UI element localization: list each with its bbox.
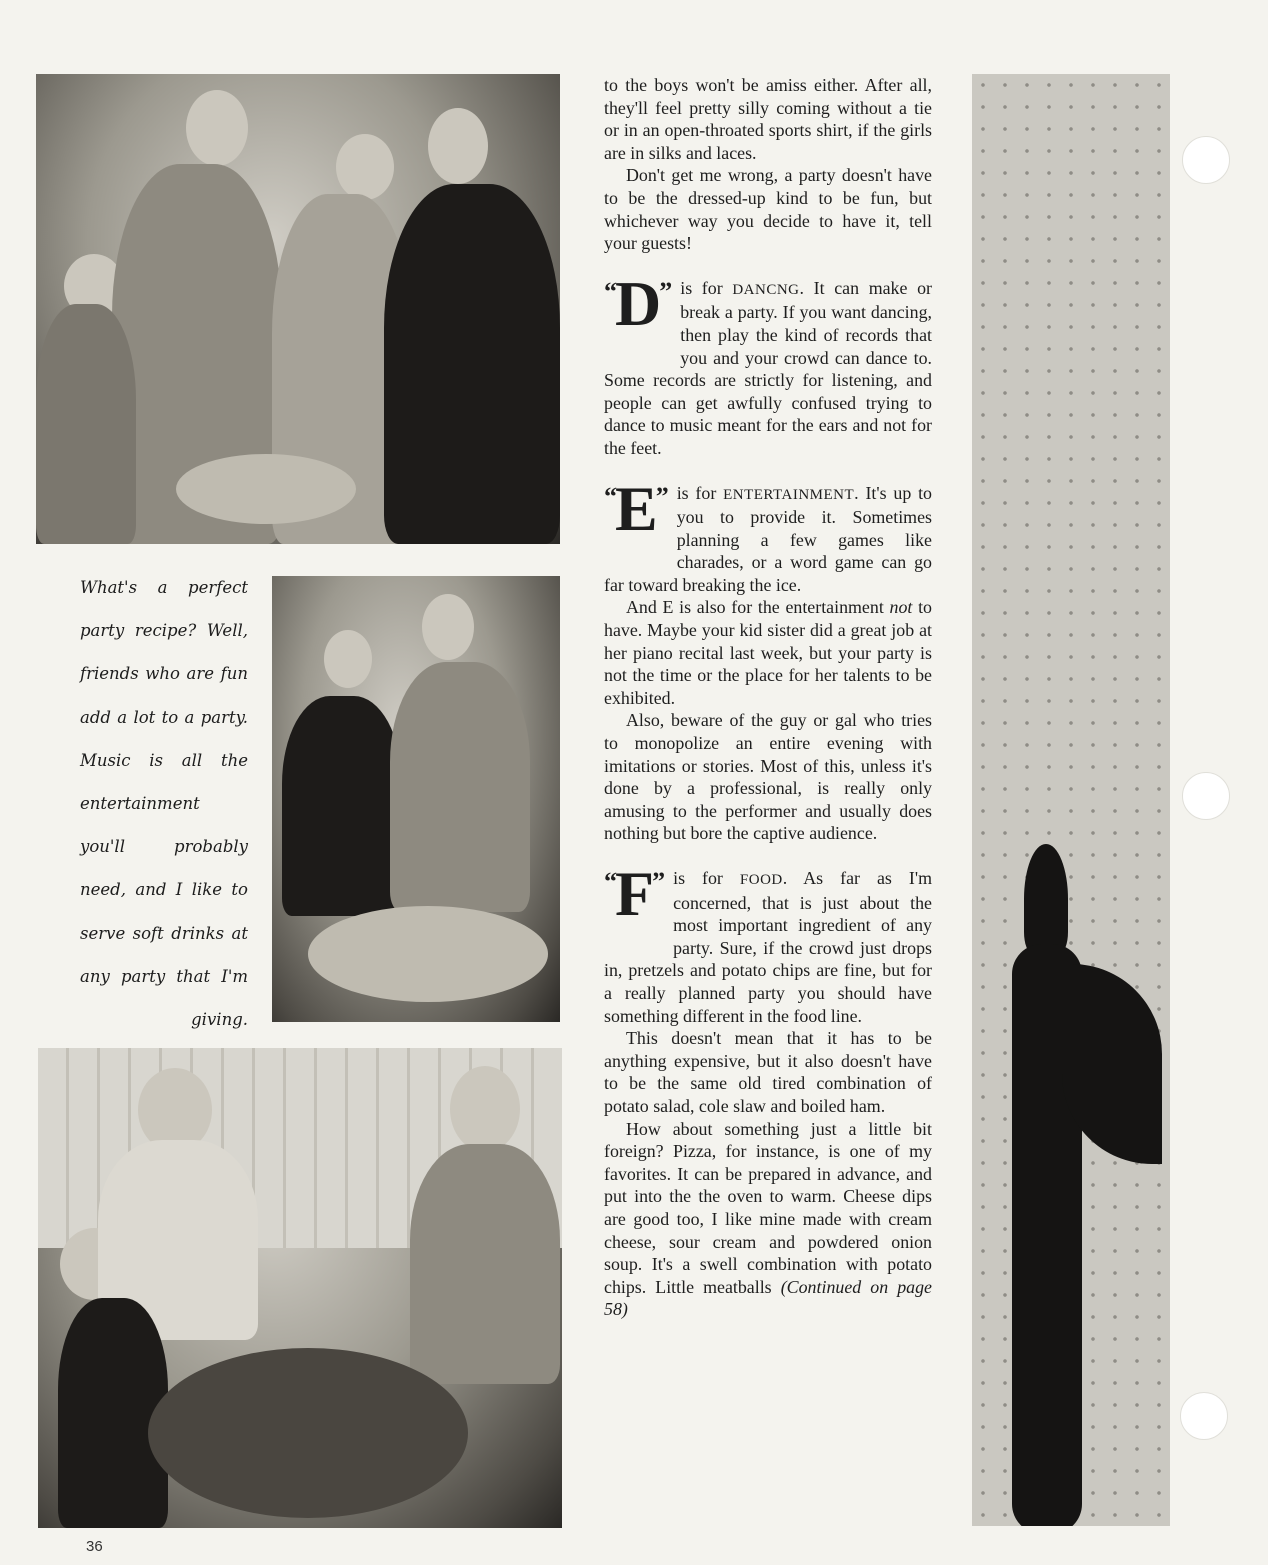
keyword-dancing: DANCNG — [732, 281, 800, 298]
drop-cap-d: “D” — [604, 267, 671, 339]
binder-hole — [1182, 772, 1230, 820]
photo-bedpost-wallpaper — [972, 74, 1170, 1526]
keyword-entertainment: ENTERTAINMENT — [723, 486, 855, 503]
paragraph: This doesn't mean that it has to be anything expensive, but it also doesn't have to be the same old tired combination of potato salad, cole slaw and boiled ham. — [604, 1028, 932, 1116]
photo-caption: What's a perfect party recipe? Well, friends who are fun add a lot to a party. Music is all the entertainment you'll probably need, and I like to serve soft drinks at any party that I'm giving. — [80, 578, 248, 1030]
photo-couple-serving — [272, 576, 560, 1022]
keyword-food: FOOD — [739, 872, 783, 888]
drop-cap-e: “E” — [604, 472, 667, 544]
photo-accordion-party — [38, 1048, 562, 1528]
paragraph: Also, beware of the guy or gal who tries to monopolize an entire evening with imitations or stories. Most of this, unless it's done by a professional, is really only amusing to the performer and usually does nothing but bore the captive audience. — [604, 710, 932, 844]
binder-hole — [1180, 1392, 1228, 1440]
paragraph: Don't get me wrong, a party doesn't have to be the dressed-up kind to be fun, but whichever way you decide to have it, tell your guests! — [604, 165, 932, 254]
paragraph: How about something just a little bit foreign? Pizza, for instance, is one of my favorites. It can be prepared in advance, and put into the the oven to warm. Cheese dips are good too, I like mine made with cream cheese, sour cream and powdered onion soup. It's a swell combination with potato chips. Little meatballs (Continued on page 58) — [604, 1118, 932, 1320]
page-number: 36 — [86, 1538, 103, 1555]
section-f: “F” is for FOOD. As far as I'm concerned, that is just about the most important ingredient of any party. Sure, if the crowd just drops in, pretzels and potato chips are fine, but for a really planned party you should have something different in the food line. — [604, 858, 932, 1026]
binder-hole — [1182, 136, 1230, 184]
paragraph: And E is also for the entertainment not to have. Maybe your kid sister did a great job at her piano recital last week, but your party is not the time or the place for her talents to be exhibited. — [604, 597, 932, 708]
article-column — [604, 74, 932, 1321]
paragraph: to the boys won't be amiss either. After all, they'll feel pretty silly coming without a tie or in an open-throated sports shirt, if the girls are in silks and laces. — [604, 75, 932, 163]
photo-party-group — [36, 74, 560, 544]
continued-note: (Continued on page 58) — [604, 1276, 932, 1320]
drop-cap-f: “F” — [604, 858, 664, 929]
section-e: “E” is for ENTERTAINMENT. It's up to you to provide it. Sometimes planning a few games like charades, or a word game can go far toward breaking the ice. — [604, 472, 932, 595]
section-d: “D” is for DANCNG. It can make or break a party. If you want dancing, then play the kind of records that you and your crowd can dance to. Some records are strictly for listening, and people can get awfully confused trying to dance to music meant for the ears and not for the feet. — [604, 267, 932, 458]
